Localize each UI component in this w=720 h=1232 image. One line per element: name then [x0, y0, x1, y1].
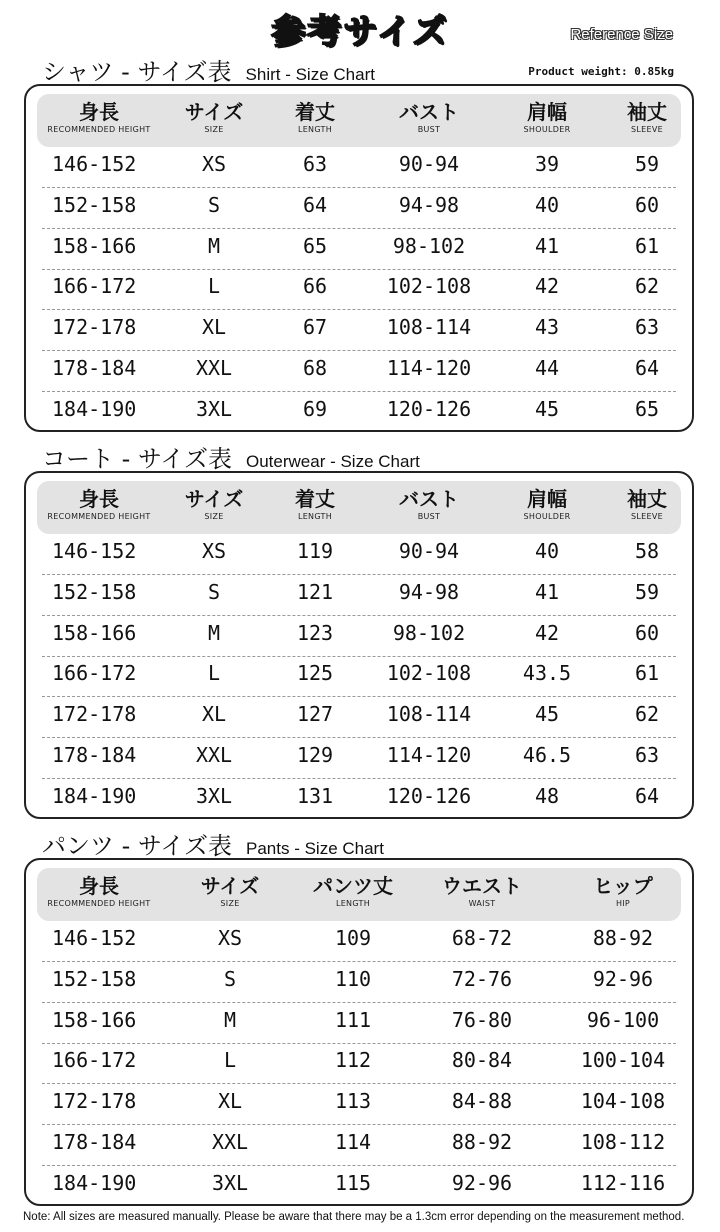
column-header-en: RECOMMENDED HEIGHT	[47, 899, 151, 908]
table-cell: 108-114	[386, 702, 472, 727]
table-cell: 45	[534, 702, 560, 727]
column-header-en: SHOULDER	[523, 512, 571, 521]
table-header	[37, 481, 681, 534]
measurement-note: Note: All sizes are measured manually. Please be aware that there may be a 1.3cm error depending on the measurement method.	[23, 1211, 685, 1223]
table-cell: 42	[534, 620, 560, 645]
column-header	[47, 100, 150, 136]
column-header-en: LENGTH	[335, 899, 371, 908]
table-cell: 184-190	[52, 1170, 137, 1195]
table-cell: S	[223, 966, 237, 991]
table-cell: L	[207, 274, 221, 299]
column-header-en: SHOULDER	[523, 125, 571, 134]
table-cell: 41	[534, 233, 560, 258]
column-header-en: HIP	[615, 899, 631, 908]
table-cell: 65	[302, 233, 328, 258]
table-cell: 125	[296, 661, 334, 686]
table-cell: 90-94	[398, 152, 460, 176]
table-cell: 102-108	[386, 274, 472, 299]
table-cell: XXL	[195, 743, 233, 767]
shirt-size-table	[24, 84, 694, 432]
table-cell: 64	[634, 356, 660, 380]
table-cell: 92-96	[451, 1170, 513, 1195]
table-row	[42, 1083, 676, 1125]
table-cell: 158-166	[52, 233, 137, 258]
column-header-jp: サイズ	[184, 100, 244, 124]
table-row	[42, 187, 676, 229]
column-header-en: SIZE	[220, 899, 240, 908]
table-row	[42, 961, 676, 1003]
table-cell: 172-178	[52, 702, 137, 727]
table-cell: 166-172	[52, 661, 137, 686]
shirt-title-jp: シャツ - サイズ表	[42, 58, 232, 86]
table-row	[42, 1002, 676, 1044]
column-header-en: RECOMMENDED HEIGHT	[47, 125, 151, 134]
column-header	[185, 100, 243, 136]
table-cell: 65	[634, 396, 660, 421]
pants-title-jp: パンツ - サイズ表	[42, 832, 232, 860]
column-header	[201, 874, 259, 910]
table-cell: 94-98	[398, 579, 460, 604]
table-cell: 94-98	[398, 192, 460, 217]
table-cell: 69	[302, 396, 328, 421]
table-cell: 111	[334, 1007, 372, 1032]
table-cell: 60	[634, 620, 660, 645]
column-header	[47, 874, 150, 910]
table-cell: 104-108	[580, 1089, 666, 1114]
table-cell: 119	[296, 539, 334, 563]
column-header-jp: サイズ	[184, 487, 244, 511]
table-cell: 96-100	[586, 1007, 660, 1032]
table-cell: M	[207, 620, 221, 645]
table-cell: 59	[634, 579, 660, 604]
column-header-jp: 身長	[78, 874, 119, 898]
table-cell: 113	[334, 1089, 372, 1114]
column-header-en: RECOMMENDED HEIGHT	[47, 512, 151, 521]
table-cell: M	[207, 233, 221, 258]
table-cell: S	[207, 579, 221, 604]
table-cell: 84-88	[451, 1089, 513, 1114]
table-cell: 158-166	[52, 1007, 137, 1032]
table-row	[42, 533, 676, 575]
column-header-jp: 袖丈	[627, 487, 667, 511]
table-cell: 146-152	[52, 152, 137, 176]
table-cell: 112	[334, 1048, 372, 1073]
table-cell: 121	[296, 579, 334, 604]
outerwear-section-title	[42, 439, 420, 474]
column-header-en: SIZE	[204, 512, 224, 521]
table-row	[42, 309, 676, 351]
table-row	[42, 391, 676, 432]
column-header-jp: バスト	[399, 100, 459, 124]
outerwear-title-en: Outerwear - Size Chart	[246, 452, 420, 471]
table-cell: 68-72	[451, 926, 513, 950]
table-cell: 100-104	[580, 1048, 666, 1073]
table-row	[42, 228, 676, 270]
column-header	[399, 100, 459, 136]
table-cell: 178-184	[52, 743, 137, 767]
column-header	[593, 874, 652, 910]
column-header-jp: 肩幅	[526, 100, 567, 124]
table-cell: L	[223, 1048, 237, 1073]
table-cell: 48	[534, 783, 560, 808]
column-header	[524, 487, 571, 523]
table-cell: XXL	[211, 1130, 249, 1154]
column-header-jp: バスト	[399, 487, 459, 511]
table-cell: M	[223, 1007, 237, 1032]
table-cell: 114-120	[386, 356, 472, 380]
table-cell: 58	[634, 539, 660, 563]
table-cell: 80-84	[451, 1048, 513, 1073]
table-cell: 120-126	[386, 783, 472, 808]
column-header-en: SLEEVE	[631, 512, 663, 521]
table-cell: 63	[634, 315, 660, 340]
table-row	[42, 574, 676, 616]
column-header	[399, 487, 459, 523]
pants-size-table	[24, 858, 694, 1206]
table-row	[42, 615, 676, 657]
table-cell: 39	[534, 152, 560, 176]
table-cell: 146-152	[52, 926, 137, 950]
column-header-jp: ウエスト	[442, 874, 522, 898]
table-cell: 158-166	[52, 620, 137, 645]
table-cell: 62	[634, 702, 660, 727]
table-cell: XL	[201, 315, 227, 340]
column-header-en: SIZE	[204, 125, 224, 134]
table-cell: 152-158	[52, 966, 137, 991]
table-cell: L	[207, 661, 221, 686]
pants-section-title	[42, 826, 384, 861]
table-cell: 123	[296, 620, 334, 645]
table-row	[42, 696, 676, 738]
table-cell: 40	[534, 539, 560, 563]
table-cell: 114-120	[386, 743, 472, 767]
table-cell: XS	[201, 152, 227, 176]
table-cell: 72-76	[451, 966, 513, 991]
table-cell: 62	[634, 274, 660, 299]
table-cell: 178-184	[52, 1130, 137, 1154]
table-cell: 68	[302, 356, 328, 380]
table-row	[42, 350, 676, 392]
table-cell: 43	[534, 315, 560, 340]
column-header	[627, 487, 667, 523]
table-cell: 115	[334, 1170, 372, 1195]
table-row	[42, 778, 676, 819]
table-cell: 64	[634, 783, 660, 808]
table-cell: XXL	[195, 356, 233, 380]
table-cell: XS	[217, 926, 243, 950]
column-header	[47, 487, 150, 523]
column-header	[627, 100, 667, 136]
table-cell: XL	[217, 1089, 243, 1114]
table-row	[42, 1042, 676, 1084]
column-header-en: BUST	[417, 512, 441, 521]
table-cell: 63	[634, 743, 660, 767]
outerwear-size-table	[24, 471, 694, 819]
table-cell: 131	[296, 783, 334, 808]
table-cell: 61	[634, 233, 660, 258]
table-cell: 42	[534, 274, 560, 299]
column-header	[295, 100, 335, 136]
table-cell: XS	[201, 539, 227, 563]
product-weight: Product weight: 0.85kg	[528, 65, 674, 78]
table-cell: 172-178	[52, 315, 137, 340]
column-header-jp: 着丈	[295, 487, 335, 511]
table-cell: 146-152	[52, 539, 137, 563]
table-row	[42, 268, 676, 310]
column-header-en: LENGTH	[297, 512, 333, 521]
table-cell: 184-190	[52, 783, 137, 808]
reference-size-label: Reference Size	[570, 26, 673, 43]
table-row	[42, 146, 676, 188]
column-header-jp: 身長	[78, 487, 119, 511]
outerwear-title-jp: コート - サイズ表	[42, 445, 232, 473]
table-cell: 67	[302, 315, 328, 340]
table-cell: 40	[534, 192, 560, 217]
table-cell: S	[207, 192, 221, 217]
column-header	[185, 487, 243, 523]
table-cell: 3XL	[195, 396, 233, 421]
column-header-en: LENGTH	[297, 125, 333, 134]
table-cell: 129	[296, 743, 334, 767]
pants-title-en: Pants - Size Chart	[246, 839, 384, 858]
table-cell: 60	[634, 192, 660, 217]
column-header-en: SLEEVE	[631, 125, 663, 134]
table-cell: 110	[334, 966, 372, 991]
table-cell: 102-108	[386, 661, 472, 686]
table-cell: 41	[534, 579, 560, 604]
table-cell: 63	[302, 152, 328, 176]
table-cell: 3XL	[195, 783, 233, 808]
table-cell: 43.5	[522, 661, 572, 686]
table-row	[42, 1165, 676, 1206]
column-header-jp: サイズ	[200, 874, 260, 898]
column-header-jp: 着丈	[295, 100, 335, 124]
column-header-en: BUST	[417, 125, 441, 134]
table-cell: 90-94	[398, 539, 460, 563]
table-cell: 127	[296, 702, 334, 727]
column-header	[295, 487, 335, 523]
shirt-title-en: Shirt - Size Chart	[245, 65, 375, 84]
table-cell: 3XL	[211, 1170, 249, 1195]
column-header-jp: 袖丈	[627, 100, 667, 124]
table-header	[37, 868, 681, 921]
table-cell: 61	[634, 661, 660, 686]
table-cell: 120-126	[386, 396, 472, 421]
table-header	[37, 94, 681, 147]
column-header	[313, 874, 393, 910]
table-cell: 152-158	[52, 192, 137, 217]
column-header-jp: ヒップ	[593, 874, 653, 898]
table-cell: 88-92	[451, 1130, 513, 1154]
table-cell: 76-80	[451, 1007, 513, 1032]
table-cell: 166-172	[52, 274, 137, 299]
column-header-jp: 身長	[78, 100, 119, 124]
table-cell: XL	[201, 702, 227, 727]
table-row	[42, 737, 676, 779]
table-cell: 172-178	[52, 1089, 137, 1114]
column-header	[442, 874, 522, 910]
table-row	[42, 920, 676, 962]
table-cell: 112-116	[580, 1170, 666, 1195]
column-header-jp: パンツ丈	[313, 874, 393, 898]
page-title: 参考サイズ	[271, 12, 449, 52]
table-cell: 184-190	[52, 396, 137, 421]
table-cell: 88-92	[592, 926, 654, 950]
table-cell: 109	[334, 926, 372, 950]
table-row	[42, 655, 676, 697]
shirt-section-title	[42, 52, 375, 87]
table-cell: 178-184	[52, 356, 137, 380]
table-cell: 92-96	[592, 966, 654, 991]
table-cell: 45	[534, 396, 560, 421]
table-cell: 108-112	[580, 1130, 666, 1154]
table-cell: 108-114	[386, 315, 472, 340]
table-cell: 59	[634, 152, 660, 176]
column-header	[524, 100, 571, 136]
table-cell: 46.5	[522, 743, 572, 767]
table-cell: 166-172	[52, 1048, 137, 1073]
table-cell: 44	[534, 356, 560, 380]
table-cell: 114	[334, 1130, 372, 1154]
table-cell: 66	[302, 274, 328, 299]
table-cell: 152-158	[52, 579, 137, 604]
column-header-en: WAIST	[468, 899, 496, 908]
table-cell: 64	[302, 192, 328, 217]
table-cell: 98-102	[392, 620, 466, 645]
column-header-jp: 肩幅	[526, 487, 567, 511]
table-row	[42, 1124, 676, 1166]
table-cell: 98-102	[392, 233, 466, 258]
